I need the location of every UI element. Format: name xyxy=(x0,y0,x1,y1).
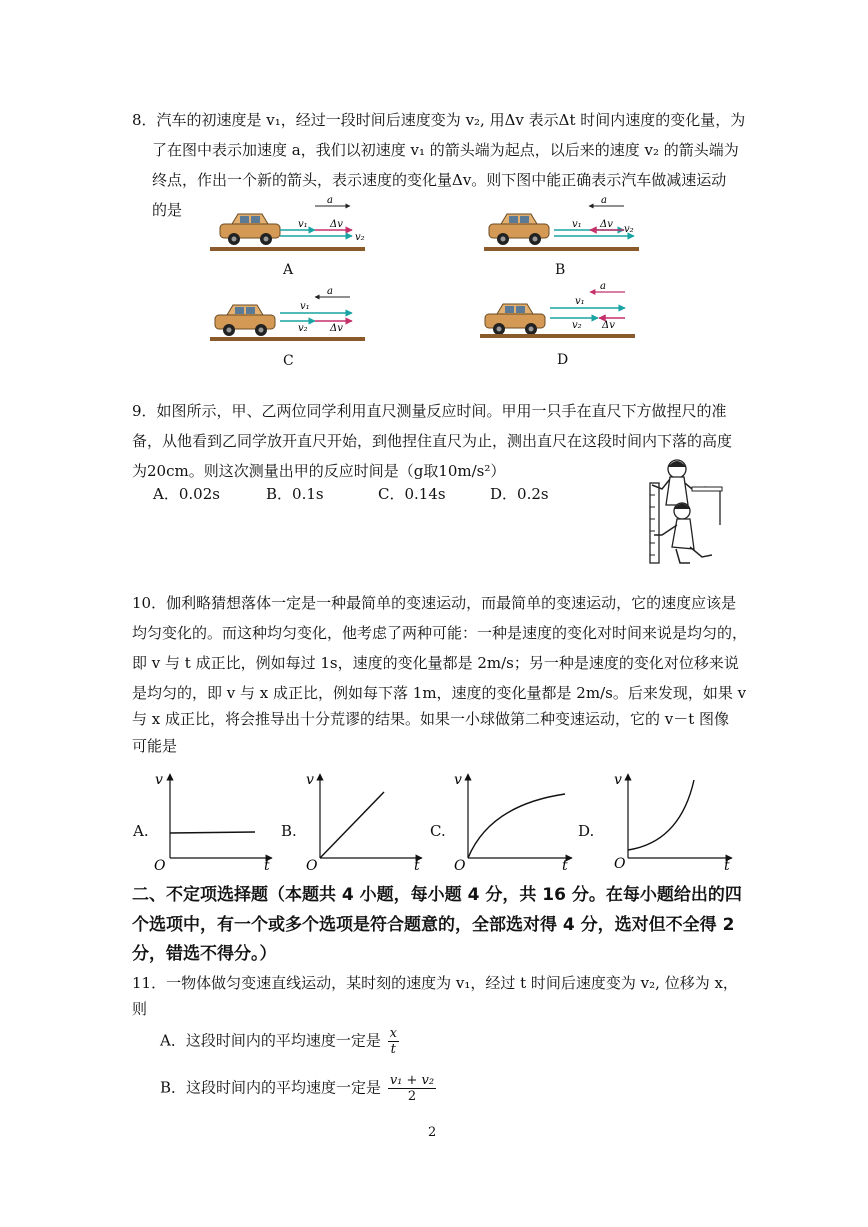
q8-line3: 终点，作出一个新的箭头，表示速度的变化量Δv。则下图中能正确表示汽车做减速运动 xyxy=(152,171,727,189)
q8d-v1-label: v₁ xyxy=(575,296,585,307)
q8-label-a: A xyxy=(283,262,294,278)
q8a-v1-label: v₁ xyxy=(298,219,308,230)
q11-option-a-fraction: $\frac{x}{t}$ xyxy=(389,1026,397,1057)
q8c-v2-label: v₂ xyxy=(298,323,308,334)
graph-c-curve xyxy=(468,794,565,858)
q9-option-a: A．0.02s xyxy=(153,485,220,503)
q8d-a-label: a xyxy=(600,281,606,292)
q9-option-b: B．0.1s xyxy=(266,485,324,503)
q8d-dv-label: Δv xyxy=(602,320,615,331)
q8-line1: 8．汽车的初速度是 v₁，经过一段时间后速度变为 v₂, 用Δv 表示Δt 时间内速度的变化量，为 xyxy=(132,111,746,129)
q8b-dv-label: Δv xyxy=(600,219,613,230)
q11-option-b-text: B．这段时间内的平均速度一定是 xyxy=(160,1078,382,1097)
svg-text:v: v xyxy=(155,772,163,788)
q8-label-d: D xyxy=(557,352,569,368)
graph-b-curve xyxy=(320,792,384,858)
q11-option-a xyxy=(160,1026,399,1057)
q10-option-a: A. xyxy=(133,822,149,840)
q8c-v1-label: v₁ xyxy=(300,301,310,312)
q10-graph-a xyxy=(150,770,280,870)
svg-text:O: O xyxy=(306,858,318,870)
q8a-a-label: a xyxy=(327,195,333,206)
svg-text:O: O xyxy=(614,856,626,870)
q10-line5: 与 x 成正比，将会推导出十分荒谬的结果。如果一小球做第二种变速运动，它的 v－t 图像 xyxy=(132,710,730,728)
q8-figure-a xyxy=(210,192,365,257)
q8a-v2-label: v₂ xyxy=(355,232,365,243)
q8-figure-b xyxy=(484,192,639,257)
q9-line3: 为20cm。则这次测量出甲的反应时间是（g取10m/s²） xyxy=(132,462,506,480)
q8-line2: 了在图中表示加速度 a，我们以初速度 v₁ 的箭头端为起点，以后来的速度 v₂ 的箭头端为 xyxy=(152,141,739,159)
svg-text:t: t xyxy=(562,858,568,870)
q8d-v2-label: v₂ xyxy=(572,320,582,331)
q10-line2: 均匀变化的。而这种均匀变化，他考虑了两种可能：一种是速度的变化对时间来说是均匀的， xyxy=(132,624,748,642)
q10-graph-c xyxy=(450,770,580,870)
q11-option-b xyxy=(160,1073,436,1104)
q9-option-d: D．0.2s xyxy=(490,485,549,503)
q10-option-b: B. xyxy=(281,822,297,840)
q10-graph-d xyxy=(610,770,740,870)
q9-illustration xyxy=(632,455,732,567)
q9-option-c: C．0.14s xyxy=(378,485,446,503)
q11-line1: 11．一物体做匀变速直线运动，某时刻的速度为 v₁，经过 t 时间后速度变为 v₂, 位移为 x， xyxy=(132,974,738,992)
section2-line3: 分，错选不得分。） xyxy=(132,944,277,964)
q10-option-d: D. xyxy=(578,822,595,840)
q11-line2: 则 xyxy=(132,1000,148,1018)
svg-text:O: O xyxy=(154,858,166,870)
svg-text:O: O xyxy=(454,858,466,870)
q10-line4: 是均匀的，即 v 与 x 成正比，例如每下落 1m，速度的变化量都是 2m/s。后来发现，如果 v xyxy=(132,684,747,702)
svg-text:v: v xyxy=(614,772,622,788)
page-number: 2 xyxy=(428,1125,437,1140)
q8c-a-label: a xyxy=(327,286,333,297)
section2-line2: 个选项中，有一个或多个选项是符合题意的，全部选对得 4 分，选对但不全得 2 xyxy=(132,915,735,935)
q8b-v2-label: v₂ xyxy=(624,224,634,235)
q10-option-c: C. xyxy=(430,822,446,840)
q8a-dv-label: Δv xyxy=(330,219,343,230)
graph-d-curve xyxy=(628,780,694,850)
graph-a-curve xyxy=(170,832,255,833)
q8c-dv-label: Δv xyxy=(330,323,343,334)
q10-line6: 可能是 xyxy=(132,737,178,755)
section2-line1: 二、不定项选择题（本题共 4 小题，每小题 4 分，共 16 分。在每小题给出的四 xyxy=(132,885,742,905)
q9-line1: 9．如图所示，甲、乙两位同学利用直尺测量反应时间。甲用一只手在直尺下方做捏尺的准 xyxy=(132,402,727,420)
q8b-v1-label: v₁ xyxy=(572,219,582,230)
svg-text:t: t xyxy=(414,858,420,870)
svg-text:v: v xyxy=(454,772,462,788)
q8-label-c: C xyxy=(283,353,294,369)
q8-figure-c xyxy=(210,285,365,345)
q8-figure-d xyxy=(480,280,635,340)
q11-option-a-text: A．这段时间内的平均速度一定是 xyxy=(160,1031,381,1050)
q10-graph-b xyxy=(300,770,430,870)
q8b-a-label: a xyxy=(601,195,607,206)
q8-line4: 的是 xyxy=(152,201,183,219)
q10-line3: 即 v 与 t 成正比，例如每过 1s，速度的变化量都是 2m/s；另一种是速度的变化对位移来说 xyxy=(132,654,739,672)
q10-line1: 10．伽利略猜想落体一定是一种最简单的变速运动，而最简单的变速运动，它的速度应该是 xyxy=(132,594,737,612)
q11-option-b-fraction: $\frac{\text{v₁ + v₂}}{2}$ xyxy=(389,1073,435,1104)
q8-label-b: B xyxy=(555,262,566,278)
q9-line2: 备，从他看到乙同学放开直尺开始，到他捏住直尺为止，测出直尺在这段时间内下落的高度 xyxy=(132,432,733,450)
svg-text:t: t xyxy=(724,858,730,870)
svg-text:t: t xyxy=(264,858,270,870)
svg-text:v: v xyxy=(306,772,314,788)
